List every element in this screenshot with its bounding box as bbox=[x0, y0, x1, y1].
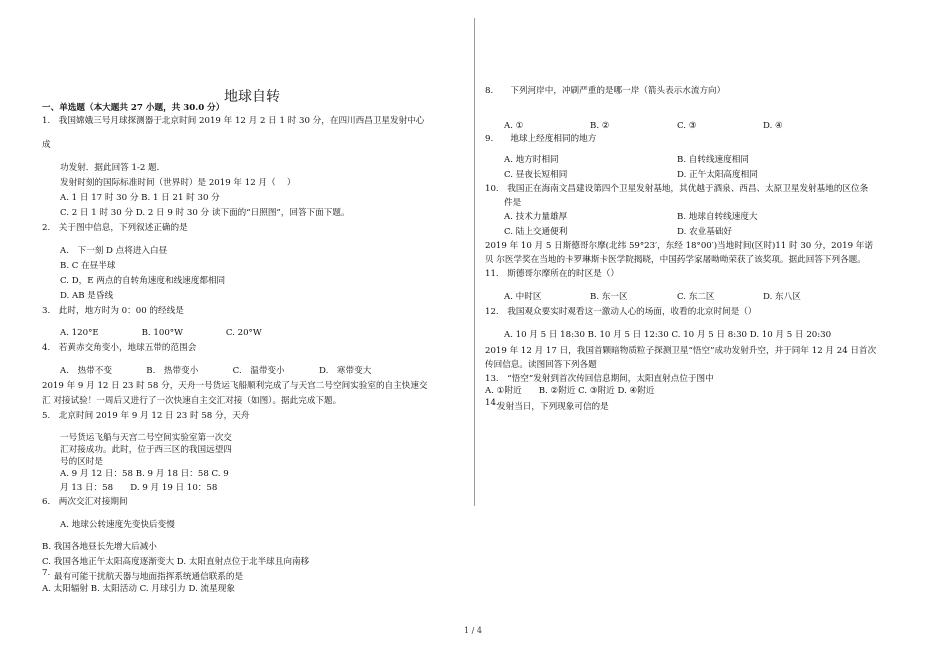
q11-option-d: D. 东八区 bbox=[763, 292, 801, 302]
q10-option-b: B. 地球自转线速度大 bbox=[677, 212, 758, 222]
q8-option-b: B. ② bbox=[590, 121, 610, 131]
q4-options: A. 热带不变 B. 热带变小 C. 温带变小 D. 寒带变大 bbox=[60, 366, 372, 376]
q13-options: A. ①附近 B. ②附近 C. ③附近 D. ④附近 bbox=[485, 386, 655, 396]
q14-number: 14. bbox=[485, 398, 499, 408]
column-divider bbox=[474, 18, 475, 506]
passage-wukong-line2: 传回信息。读图回答下列各题 bbox=[485, 360, 597, 370]
q6-question: 6. 两次交汇对接期间 bbox=[42, 497, 128, 507]
q7-question: 最有可能干扰航天器与地面指挥系统通信联系的是 bbox=[54, 572, 244, 582]
q4-question: 4. 若黄赤交角变小，地球五带的范围会 bbox=[42, 343, 197, 353]
q8-option-c: C. ③ bbox=[677, 121, 697, 131]
q3-options: A. 120°E B. 100°W C. 20°W bbox=[60, 328, 262, 338]
q11-option-c: C. 东二区 bbox=[677, 292, 715, 302]
section-heading: 一、单选题（本大题共 27 小题，共 30.0 分） bbox=[42, 103, 225, 113]
passage-nobel-line2: 贝 尔医学奖在当地的卡罗琳斯卡医学院揭晓，中国药学家屠呦呦荣获了该奖项。据此回答下列各题。 bbox=[485, 255, 866, 265]
q1-text-line1: 1. 我国嫦娥三号月球探测器于北京时间 2019 年 12 月 2 日 1 时 30 分，在四川西昌卫星发射中心 bbox=[42, 116, 425, 126]
q8-option-a: A. ① bbox=[504, 121, 524, 131]
q5-options-line1: A. 9 月 12 日：58 B. 9 月 18 日：58 C. 9 bbox=[60, 469, 229, 479]
q10-option-d: D. 农业基础好 bbox=[677, 227, 733, 237]
q5-options-line2: 月 13 日：58 D. 9 月 19 日 10：58 bbox=[60, 483, 218, 493]
passage-tianzhou-line1: 2019 年 9 月 12 日 23 时 58 分，天舟一号货运飞船顺利完成了与天宫二号空间实验室的自主快速交 bbox=[42, 381, 428, 391]
q2-option-d: D. AB 是昏线 bbox=[60, 291, 114, 301]
q2-option-a: A. 下一刻 D 点将进入白昼 bbox=[60, 246, 168, 256]
q5-text-line4: 号的区时是 bbox=[60, 457, 103, 467]
q5-question: 5. 北京时间 2019 年 9 月 12 日 23 时 58 分，天舟 bbox=[42, 411, 250, 421]
q3-question: 3. 此时，地方时为 0：00 的经线是 bbox=[42, 306, 184, 316]
q1-options-ab: A. 1 日 17 时 30 分 B. 1 日 21 时 30 分 bbox=[60, 193, 220, 203]
q11-option-a: A. 中时区 bbox=[504, 292, 542, 302]
q9-option-b: B. 自转线速度相同 bbox=[677, 155, 749, 165]
q12-options: A. 10 月 5 日 18:30 B. 10 月 5 日 12:30 C. 10 月 5 日 8:30 D. 10 月 5 日 20:30 bbox=[504, 330, 832, 340]
passage-nobel-line1: 2019 年 10 月 5 日斯德哥尔摩(北纬 59°23′，东经 18°00′)当地时间(区时)11 时 30 分，2019 年诺 bbox=[485, 241, 873, 251]
q10-option-a: A. 技术力量雄厚 bbox=[504, 212, 568, 222]
q1-options-cd: C. 2 日 1 时 30 分 D. 2 日 9 时 30 分 读下面的“日照图”，回答下面下题。 bbox=[60, 208, 350, 218]
passage-tianzhou-line2: 汇 对接试验！一周后又进行了一次快速自主交汇对接（如图）。据此完成下题。 bbox=[42, 396, 342, 406]
passage-wukong-line1: 2019 年 12 月 17 日，我国首颗暗物质粒子探测卫星“悟空”成功发射升空，并于同年 12 月 24 日首次 bbox=[485, 346, 877, 356]
q9-option-d: D. 正午太阳高度相同 bbox=[677, 170, 758, 180]
q1-text-line2: 成 bbox=[42, 140, 51, 150]
q6-options-cd: C. 我国各地正午太阳高度逐渐变大 D. 太阳直射点位于北半球且向南移 bbox=[42, 557, 310, 567]
q6-option-a: A. 地球公转速度先变快后变慢 bbox=[60, 520, 175, 530]
q1-text-line3: 功发射．据此回答 1-2 题． bbox=[60, 163, 166, 173]
q2-option-b: B. C 在昼半球 bbox=[60, 261, 116, 271]
q10-question-line1: 10. 我国正在海南文昌建设第四个卫星发射基地，其优越于酒泉、西昌、太原卫星发射基地的区位条 bbox=[485, 184, 869, 194]
page-title: 地球自转 bbox=[224, 89, 280, 105]
q11-option-b: B. 东一区 bbox=[590, 292, 628, 302]
q9-question: 9. 地球上经度相同的地方 bbox=[485, 134, 597, 144]
q10-question-line2: 件是 bbox=[504, 198, 522, 208]
q8-option-d: D. ④ bbox=[763, 121, 783, 131]
q7-number: 7. bbox=[42, 568, 51, 578]
q9-option-a: A. 地方时相同 bbox=[504, 155, 559, 165]
q1-question: 发射时刻的国际标准时间（世界时）是 2019 年 12 月（ ） bbox=[60, 178, 296, 188]
q5-text-line3: 汇对接成功。此时，位于西三区的我国远望四 bbox=[60, 445, 232, 455]
q10-option-c: C. 陆上交通便利 bbox=[504, 227, 568, 237]
q14-question: 发射当日，下列现象可信的是 bbox=[497, 402, 609, 412]
q9-option-c: C. 昼夜长短相同 bbox=[504, 170, 568, 180]
q13-question: 13. “悟空”发射到首次传回信息期间，太阳直射点位于图中 bbox=[485, 374, 714, 384]
q5-text-line2: 一号货运飞船与天宫二号空间实验室第一次交 bbox=[60, 433, 232, 443]
q8-question: 8. 下列河岸中，冲刷严重的是哪一岸（箭头表示水流方向） bbox=[485, 86, 726, 96]
q11-question: 11. 斯德哥尔摩所在的时区是（） bbox=[485, 269, 619, 279]
q6-option-b: B. 我国各地昼长先增大后减小 bbox=[42, 542, 157, 552]
q2-question: 2. 关于图中信息，下列叙述正确的是 bbox=[42, 223, 188, 233]
q2-option-c: C. D，E 两点的自转角速度和线速度都相同 bbox=[60, 276, 226, 286]
q7-options: A. 太阳辐射 B. 太阳活动 C. 月球引力 D. 流星现象 bbox=[42, 584, 235, 594]
page-number: 1 / 4 bbox=[464, 626, 482, 635]
q12-question: 12. 我国观众要实时观看这一激动人心的场面，收看的北京时间是（） bbox=[485, 307, 757, 317]
